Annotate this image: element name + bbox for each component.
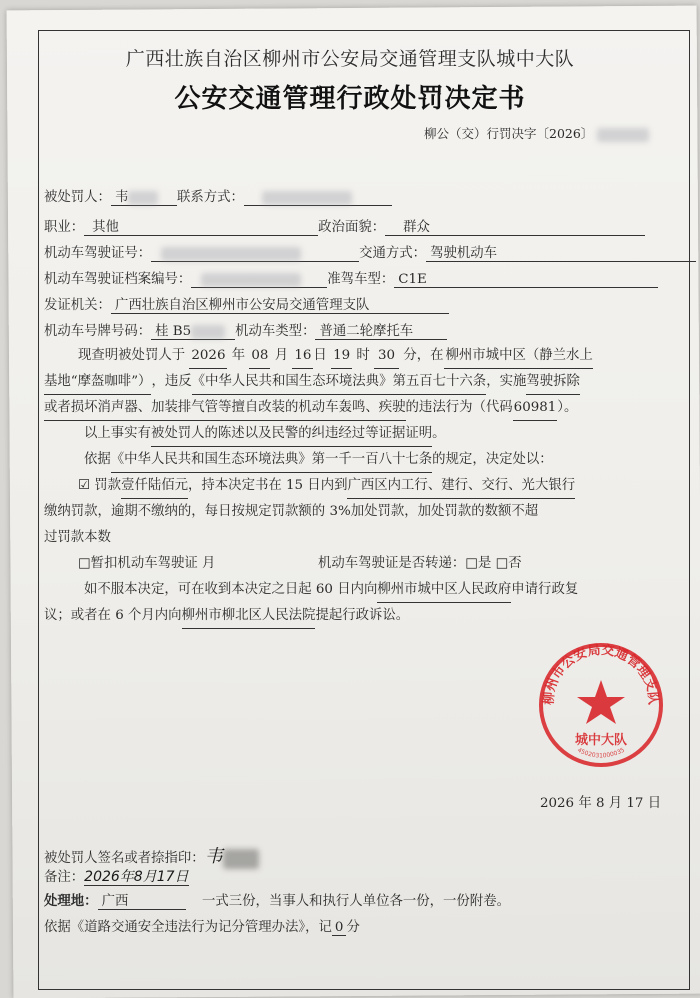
fine-line-1: ☑ 罚款壹仟陆佰元，持本决定书在 15 日内到广西区内工行、建行、交行、光大银行 — [78, 474, 575, 499]
person-value: 韦 — [111, 186, 177, 206]
facts-line-2: 基地“摩盔咖啡”），违反《中华人民共和国生态环境法典》第五百七十六条，实施驾驶拆除 — [44, 370, 580, 395]
decision-date: 2026 年 8 月 17 日 — [540, 796, 662, 811]
class-value: C1E — [394, 272, 658, 288]
violation-place-cont: 基地“摩盔咖啡”） — [44, 370, 151, 395]
person-row — [44, 186, 392, 206]
issuer-value: 广西壮族自治区柳州市公安局交通管理支队 — [111, 294, 449, 314]
political-value: 群众 — [385, 216, 645, 236]
facts-line-1: 现查明被处罚人于 2026 年 08 月 16 日 19 时 30 分，在 柳州市城中区（静兰水上 — [78, 344, 593, 369]
evidence-line: 以上事实有被处罚人的陈述以及民警的纠违经过等证据证明。 — [84, 422, 446, 447]
violation-act-cont: 或者损坏消声器、加装排气管等擅自改装的机动车轰鸣、疾驶 — [44, 396, 406, 421]
violation-code: 60981 — [513, 396, 558, 421]
law-cited-2: 《中华人民共和国生态环境法典》第一千一百八十七条 — [111, 448, 432, 473]
evidence: 被处罚人的陈述以及民警的纠违经过等证据证明 — [151, 422, 432, 447]
remark-row — [44, 866, 189, 886]
plate-row — [44, 320, 447, 340]
minute: 30 — [374, 344, 399, 369]
points-value: 0 — [332, 920, 347, 936]
issuer-label: 发证机关： — [44, 298, 111, 313]
fine-amount: 壹仟陆佰元 — [121, 474, 188, 499]
issuing-organization: 广西壮族自治区柳州市公安局交通管理支队城中大队 — [125, 48, 575, 70]
handler-row — [44, 890, 186, 910]
job-label: 职业： — [44, 220, 85, 235]
day: 16 — [292, 344, 313, 369]
document-title: 公安交通管理行政处罚决定书 — [174, 84, 526, 114]
plate-label: 机动车号牌号码： — [44, 324, 152, 339]
official-seal — [536, 640, 666, 770]
payment-banks: 广西区内工行、建行、交行、光大银行 — [347, 474, 575, 499]
redacted-number — [597, 128, 649, 142]
vtype-value: 普通二轮摩托车 — [315, 320, 447, 340]
plate-value: 桂 B5 — [151, 320, 235, 340]
job-value: 其他 — [84, 216, 318, 236]
fine-checkbox: ☑ — [78, 478, 91, 493]
handler-label: 处理地： — [44, 893, 98, 909]
month: 08 — [249, 344, 270, 369]
political-label: 政治面貌： — [318, 220, 386, 235]
contact-value — [244, 190, 392, 206]
signature-row — [44, 842, 259, 869]
seal-arc-text: 柳州市公安局交通管理支队 — [541, 642, 661, 706]
issuer-row — [44, 294, 449, 314]
fine-line-2: 缴纳罚款，逾期不缴纳的，每日按规定罚款额的 3%加处罚款，加处罚款的数额不超 — [44, 504, 539, 519]
license-value — [151, 246, 359, 262]
seal-bottom-text: 城中大队 — [574, 733, 628, 748]
signature-value: 韦 — [204, 846, 223, 867]
license-label: 机动车驾驶证号： — [44, 246, 152, 261]
violation-place: 柳州市城中区（静兰水上 — [444, 344, 593, 369]
points-line: 依据《道路交通安全违法行为记分管理办法》，记 0 分 — [44, 920, 360, 935]
basis-line: 依据《中华人民共和国生态环境法典》第一千一百八十七条的规定，决定处以： — [84, 448, 553, 473]
traffic-label: 交通方式： — [359, 246, 427, 261]
article-cited-1: 第五百七十六条 — [392, 370, 486, 395]
class-label: 准驾车型： — [327, 272, 395, 287]
copies-note: 一式三份，当事人和执行人单位各一份，一份附卷。 — [202, 894, 510, 909]
fine-line-3: 过罚款本数 — [44, 530, 111, 545]
transfer-option: 机动车驾驶证是否转递：□是 □否 — [318, 556, 522, 571]
facts-line-3: 或者损坏消声器、加装排气管等擅自改装的机动车轰鸣、疾驶的违法行为（代码60981）。 — [44, 396, 577, 421]
document-number-prefix: 柳公（交）行罚决字〔2026〕 — [424, 126, 594, 141]
handler-value: 广西 — [98, 890, 186, 910]
hour: 19 — [331, 344, 352, 369]
law-cited-1: 《中华人民共和国生态环境法典》 — [192, 370, 393, 395]
job-row — [44, 216, 645, 236]
document-number — [424, 124, 649, 142]
archive-value — [191, 272, 327, 288]
seal-star-icon — [577, 680, 625, 724]
archive-row — [44, 268, 658, 288]
violation-act: 驾驶拆除 — [526, 370, 580, 395]
vtype-label: 机动车类型： — [235, 324, 316, 339]
litigation-court: 柳州市柳北区人民法院 — [182, 604, 316, 629]
remark-value: 2026年8月17日 — [84, 869, 189, 885]
year: 2026 — [189, 344, 227, 369]
contact-label: 联系方式： — [176, 190, 244, 205]
detain-option: □暂扣机动车驾驶证 月 — [78, 556, 216, 571]
person-label: 被处罚人： — [44, 190, 111, 205]
signature-label: 被处罚人签名或者捺指印： — [44, 851, 205, 866]
archive-label: 机动车驾驶证档案编号： — [44, 272, 192, 287]
traffic-value: 驾驶机动车 — [426, 242, 696, 262]
appeal-line-2: 议；或者在 6 个月内向柳州市柳北区人民法院提起行政诉讼。 — [44, 604, 409, 629]
seal-code: 4502031000035 — [576, 746, 626, 760]
svg-text:4502031000035 — [576, 747, 626, 760]
review-government: 柳州市城中区人民政府 — [377, 578, 511, 603]
license-row — [44, 242, 696, 262]
appeal-line-1: 如不服本决定，可在收到本决定之日起 60 日内向柳州市城中区人民政府申请行政复 — [84, 578, 578, 603]
remark-label: 备注： — [44, 870, 85, 885]
